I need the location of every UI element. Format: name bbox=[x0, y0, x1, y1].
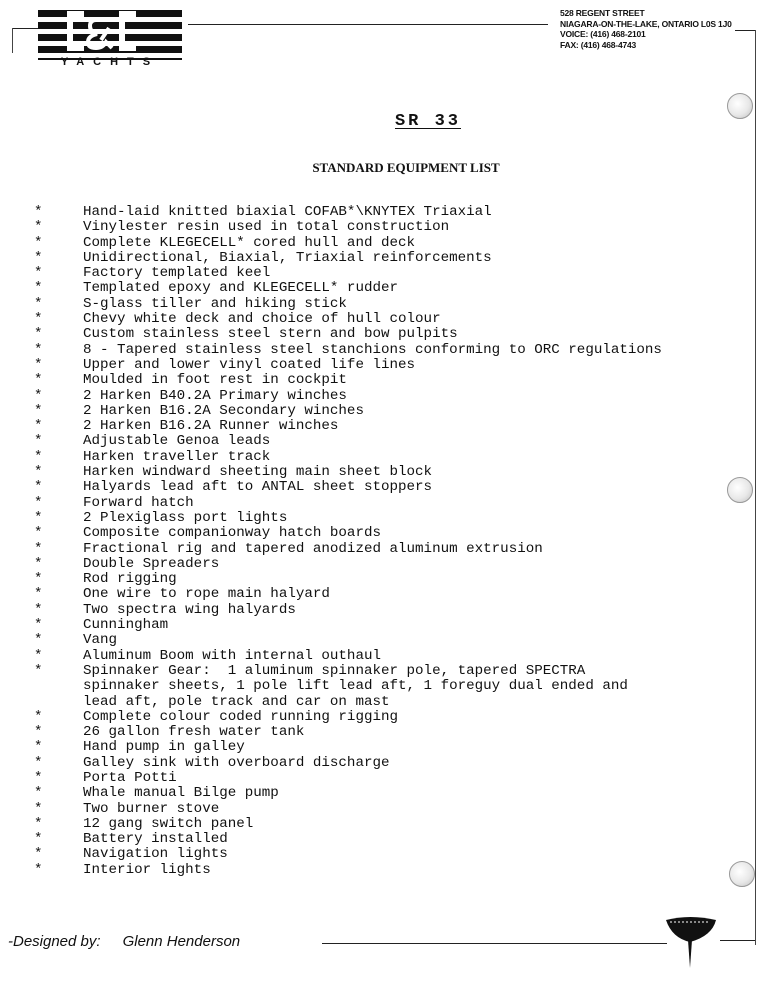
equipment-list bbox=[0, 205, 700, 878]
list-item bbox=[0, 587, 700, 602]
header-rule-right bbox=[735, 30, 755, 31]
bullet-asterisk: * bbox=[34, 265, 43, 282]
bullet-asterisk: * bbox=[34, 234, 43, 251]
bullet-asterisk: * bbox=[34, 571, 43, 588]
designer-name: Glenn Henderson bbox=[122, 933, 241, 950]
list-item bbox=[0, 649, 700, 664]
list-item bbox=[0, 526, 700, 541]
bullet-asterisk: * bbox=[34, 387, 43, 404]
header-rule bbox=[188, 24, 548, 25]
list-item bbox=[0, 251, 700, 266]
header-rule-left bbox=[12, 28, 38, 29]
list-item-text: Upper and lower vinyl coated life lines bbox=[83, 356, 416, 373]
list-item bbox=[0, 419, 700, 434]
list-item bbox=[0, 664, 700, 710]
bullet-asterisk: * bbox=[34, 356, 43, 373]
bullet-asterisk: * bbox=[34, 311, 43, 328]
list-title: STANDARD EQUIPMENT LIST bbox=[312, 160, 500, 175]
list-item-text: Templated epoxy and KLEGECELL* rudder bbox=[83, 280, 399, 297]
list-item bbox=[0, 404, 700, 419]
list-item-text: Halyards lead aft to ANTAL sheet stoppers bbox=[83, 479, 433, 496]
bullet-asterisk: * bbox=[34, 372, 43, 389]
list-item-text: 2 Harken B40.2A Primary winches bbox=[83, 387, 347, 404]
address-line: NIAGARA-ON-THE-LAKE, ONTARIO L0S 1J0 bbox=[560, 18, 732, 29]
bullet-asterisk: * bbox=[34, 601, 43, 618]
list-item-text: S-glass tiller and hiking stick bbox=[83, 295, 347, 312]
bullet-asterisk: * bbox=[34, 846, 43, 863]
list-item bbox=[0, 725, 700, 740]
bullet-asterisk: * bbox=[34, 418, 43, 435]
list-item-text: Two burner stove bbox=[83, 800, 220, 817]
list-item-text: 12 gang switch panel bbox=[83, 815, 254, 832]
bullet-asterisk: * bbox=[34, 724, 43, 741]
bullet-asterisk: * bbox=[34, 448, 43, 465]
list-item bbox=[0, 603, 700, 618]
bullet-asterisk: * bbox=[34, 708, 43, 725]
bullet-asterisk: * bbox=[34, 555, 43, 572]
list-item-text: Complete colour coded running rigging bbox=[83, 708, 399, 725]
address-line: 528 REGENT STREET bbox=[560, 8, 645, 18]
bullet-asterisk: * bbox=[34, 433, 43, 450]
designed-by-label: -Designed by: bbox=[8, 933, 101, 950]
list-item-text: Two spectra wing halyards bbox=[83, 601, 296, 618]
list-item-text: 2 Plexiglass port lights bbox=[83, 509, 288, 526]
bullet-asterisk: * bbox=[34, 204, 43, 220]
list-item-text: Unidirectional, Biaxial, Triaxial reinforcements bbox=[83, 249, 492, 266]
list-item-text: Harken traveller track bbox=[83, 448, 271, 465]
list-item-text: Forward hatch bbox=[83, 494, 194, 511]
bullet-asterisk: * bbox=[34, 326, 43, 343]
bullet-asterisk: * bbox=[34, 800, 43, 817]
list-item-text: Custom stainless steel stern and bow pulpits bbox=[83, 326, 458, 343]
list-item bbox=[0, 297, 700, 312]
bullet-asterisk: * bbox=[34, 586, 43, 603]
list-item bbox=[0, 740, 700, 755]
list-item bbox=[0, 465, 700, 480]
list-item bbox=[0, 817, 700, 832]
list-item bbox=[0, 572, 700, 587]
list-item bbox=[0, 786, 700, 801]
list-item bbox=[0, 756, 700, 771]
list-item bbox=[0, 618, 700, 633]
list-item-text: Chevy white deck and choice of hull colour bbox=[83, 311, 441, 328]
bullet-asterisk: * bbox=[34, 831, 43, 848]
list-item-text: Whale manual Bilge pump bbox=[83, 785, 279, 802]
bullet-asterisk: * bbox=[34, 540, 43, 557]
list-item bbox=[0, 373, 700, 388]
list-item bbox=[0, 450, 700, 465]
bullet-asterisk: * bbox=[34, 219, 43, 236]
bullet-asterisk: * bbox=[34, 739, 43, 756]
list-item-text: Navigation lights bbox=[83, 846, 228, 863]
list-item-text: Porta Potti bbox=[83, 769, 177, 786]
list-item-text: Vinylester resin used in total construction bbox=[83, 219, 450, 236]
list-item bbox=[0, 863, 700, 878]
bullet-asterisk: * bbox=[34, 295, 43, 312]
list-item-text: Double Spreaders bbox=[83, 555, 220, 572]
fax-line: FAX: (416) 468-4743 bbox=[560, 39, 637, 50]
binder-hole bbox=[729, 861, 755, 887]
bullet-asterisk: * bbox=[34, 479, 43, 496]
list-item-text: Factory templated keel bbox=[83, 265, 271, 282]
bullet-asterisk: * bbox=[34, 280, 43, 297]
list-item bbox=[0, 847, 700, 862]
binder-hole bbox=[727, 477, 753, 503]
list-item-text: Spinnaker Gear: 1 aluminum spinnaker pole, tapered SPECTRA spinnaker sheets, 1 pole lift lead aft, 1 foreguy dual ended and lead aft, pole track and car on mast bbox=[83, 662, 637, 710]
list-item bbox=[0, 220, 700, 235]
list-item bbox=[0, 358, 700, 373]
list-item bbox=[0, 434, 700, 449]
list-item-text: 2 Harken B16.2A Runner winches bbox=[83, 418, 339, 435]
list-item-text: Hand pump in galley bbox=[83, 739, 245, 756]
bullet-asterisk: * bbox=[34, 754, 43, 771]
list-item-text: Adjustable Genoa leads bbox=[83, 433, 271, 450]
page-edge-left bbox=[12, 28, 13, 53]
list-item bbox=[0, 542, 700, 557]
list-item bbox=[0, 832, 700, 847]
logo-subtitle: YACHTS bbox=[60, 56, 160, 68]
sailboat-keel-icon bbox=[660, 912, 720, 972]
list-item-text: Battery installed bbox=[83, 831, 228, 848]
bullet-asterisk: * bbox=[34, 402, 43, 419]
list-item-text: Galley sink with overboard discharge bbox=[83, 754, 390, 771]
bullet-asterisk: * bbox=[34, 249, 43, 266]
list-item bbox=[0, 710, 700, 725]
list-item-text: Harken windward sheeting main sheet block bbox=[83, 464, 433, 481]
list-item-text: Complete KLEGECELL* cored hull and deck bbox=[83, 234, 416, 251]
designer-credit bbox=[8, 933, 240, 950]
list-item bbox=[0, 802, 700, 817]
list-item bbox=[0, 557, 700, 572]
list-item-text: Vang bbox=[83, 632, 118, 649]
list-item-text: Aluminum Boom with internal outhaul bbox=[83, 647, 381, 664]
list-item bbox=[0, 496, 700, 511]
list-item-text: Cunningham bbox=[83, 617, 169, 634]
bullet-asterisk: * bbox=[34, 769, 43, 786]
bullet-asterisk: * bbox=[34, 861, 43, 878]
list-item-text: Moulded in foot rest in cockpit bbox=[83, 372, 347, 389]
list-item-text: Fractional rig and tapered anodized aluminum extrusion bbox=[83, 540, 543, 557]
bullet-asterisk: * bbox=[34, 464, 43, 481]
bullet-asterisk: * bbox=[34, 785, 43, 802]
bullet-asterisk: * bbox=[34, 815, 43, 832]
list-item bbox=[0, 236, 700, 251]
list-item bbox=[0, 511, 700, 526]
list-item-text: Hand-laid knitted biaxial COFAB*\KNYTEX Triaxial bbox=[83, 204, 492, 220]
list-item-text: 26 gallon fresh water tank bbox=[83, 724, 305, 741]
bullet-asterisk: * bbox=[34, 617, 43, 634]
bullet-asterisk: * bbox=[34, 647, 43, 664]
list-item bbox=[0, 205, 700, 220]
bullet-asterisk: * bbox=[34, 662, 43, 679]
bullet-asterisk: * bbox=[34, 494, 43, 511]
list-item bbox=[0, 389, 700, 404]
bullet-asterisk: * bbox=[34, 509, 43, 526]
address-block bbox=[560, 8, 732, 50]
bullet-asterisk: * bbox=[34, 341, 43, 358]
footer-rule bbox=[322, 943, 667, 944]
list-item bbox=[0, 327, 700, 342]
list-item bbox=[0, 343, 700, 358]
list-item-text: Rod rigging bbox=[83, 571, 177, 588]
phone-line: VOICE: (416) 468-2101 bbox=[560, 29, 646, 39]
list-item bbox=[0, 266, 700, 281]
model-title: SR 33 bbox=[394, 112, 461, 131]
list-item-text: Interior lights bbox=[83, 861, 211, 878]
list-item-text: 2 Harken B16.2A Secondary winches bbox=[83, 402, 364, 419]
list-item bbox=[0, 312, 700, 327]
bullet-asterisk: * bbox=[34, 632, 43, 649]
list-item bbox=[0, 480, 700, 495]
footer-rule-right bbox=[720, 940, 755, 941]
list-item bbox=[0, 771, 700, 786]
list-item bbox=[0, 281, 700, 296]
list-item-text: 8 - Tapered stainless steel stanchions conforming to ORC regulations bbox=[83, 341, 662, 358]
list-item-text: Composite companionway hatch boards bbox=[83, 525, 381, 542]
list-item bbox=[0, 633, 700, 648]
bullet-asterisk: * bbox=[34, 525, 43, 542]
list-item-text: One wire to rope main halyard bbox=[83, 586, 330, 603]
